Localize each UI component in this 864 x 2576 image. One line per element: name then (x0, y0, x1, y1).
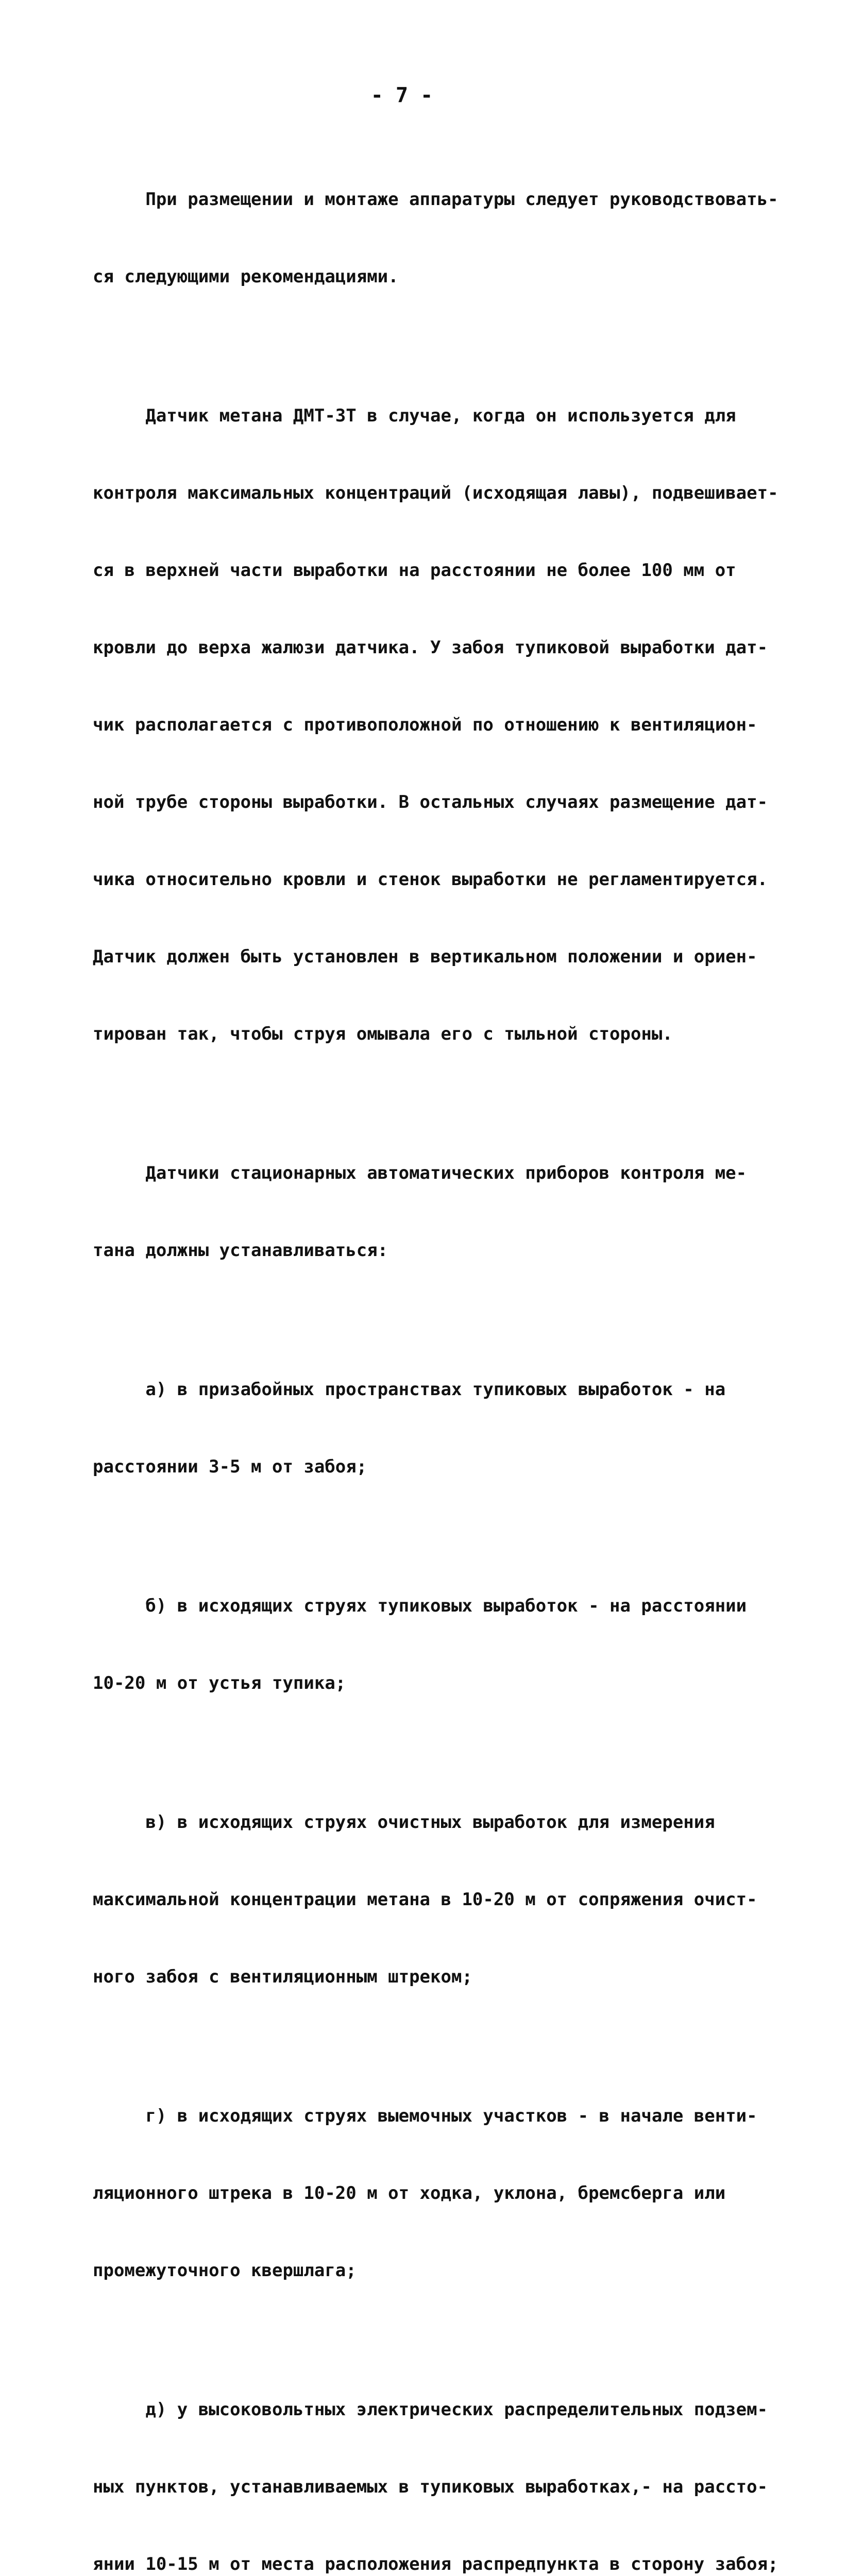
text-line: ся в верхней части выработки на расстоянии не более 100 мм от (93, 560, 736, 581)
paragraph-stationary-sensors (93, 1109, 783, 1315)
list-item-d (93, 2345, 783, 2576)
paragraph-sensor-placement (93, 351, 783, 1098)
list-item-a (93, 1325, 783, 1531)
text-line: тирован так, чтобы струя омывала его с тыльной стороны. (93, 1024, 673, 1044)
text-line: чик располагается с противоположной по отношению к вентиляцион- (93, 715, 757, 735)
list-item-b (93, 1541, 783, 1748)
text-line: максимальной концентрации метана в 10-20 м от сопряжения очист- (93, 1889, 757, 1910)
list-item-v (93, 1758, 783, 2041)
text-line: чика относительно кровли и стенок выработки не регламентируется. (93, 869, 768, 890)
text-line: ной трубе стороны выработки. В остальных случаях размещение дат- (93, 792, 768, 812)
text-line: а) в призабойных пространствах тупиковых выработок - на (93, 1379, 726, 1400)
text-line: расстоянии 3-5 м от забоя; (93, 1456, 367, 1477)
text-line: кровли до верха жалюзи датчика. У забоя тупиковой выработки дат- (93, 637, 768, 658)
text-line: промежуточного квершлага; (93, 2260, 357, 2281)
text-line: ляционного штрека в 10-20 м от ходка, уклона, бремсберга или (93, 2183, 726, 2204)
paragraph-intro (93, 135, 783, 341)
text-line: д) у высоковольтных электрических распределительных подзем- (93, 2399, 768, 2420)
text-line: При размещении и монтаже аппаратуры следует руководствовать- (93, 189, 778, 210)
text-line: ного забоя с вентиляционным штреком; (93, 1967, 472, 1987)
text-line: контроля максимальных концентраций (исходящая лавы), подвешивает- (93, 483, 778, 503)
text-line: Датчик метана ДМТ-3Т в случае, когда он используется для (93, 405, 736, 426)
page-number: - 7 - (370, 83, 433, 107)
text-line: янии 10-15 м от места расположения распредпункта в сторону забоя; (93, 2554, 778, 2574)
text-line: Датчики стационарных автоматических приборов контроля ме- (93, 1163, 747, 1183)
text-line: г) в исходящих струях выемочных участков - в начале венти- (93, 2106, 757, 2126)
text-line: тана должны устанавливаться: (93, 1240, 388, 1261)
body-text (93, 135, 783, 2576)
text-line: Датчик должен быть установлен в вертикальном положении и ориен- (93, 946, 757, 967)
text-line: в) в исходящих струях очистных выработок для измерения (93, 1812, 715, 1833)
text-line: ных пунктов, устанавливаемых в тупиковых выработках,- на рассто- (93, 2477, 768, 2497)
text-line: б) в исходящих струях тупиковых выработок - на расстоянии (93, 1596, 747, 1616)
text-line: ся следующими рекомендациями. (93, 266, 399, 287)
list-item-g (93, 2052, 783, 2335)
text-line: 10-20 м от устья тупика; (93, 1673, 346, 1693)
